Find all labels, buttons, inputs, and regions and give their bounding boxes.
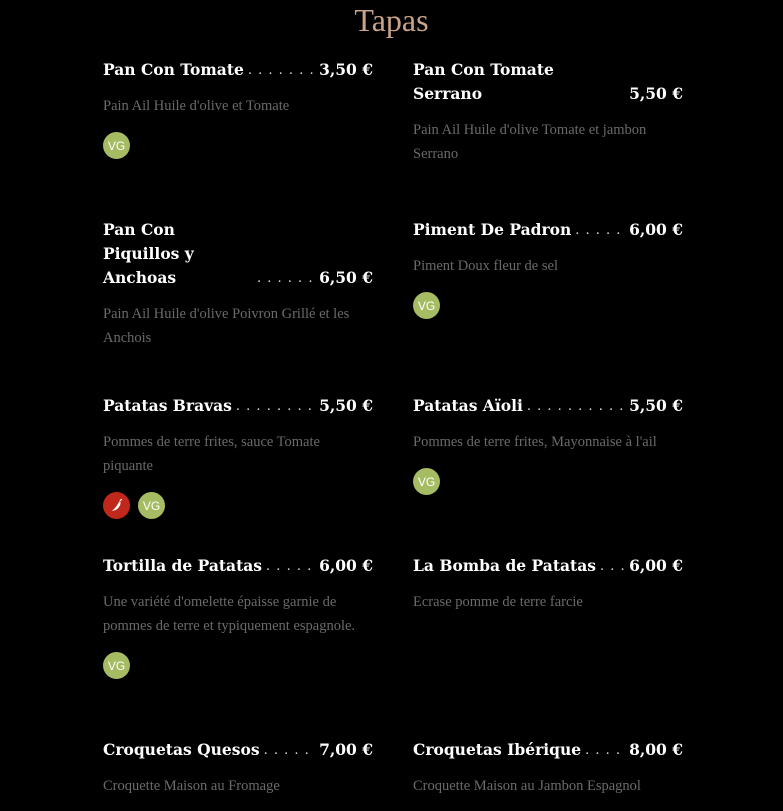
vg-badge: VG (413, 292, 440, 319)
item-header (413, 554, 683, 578)
item-price: 5,50 € (629, 84, 683, 103)
badge-list (103, 132, 373, 159)
vg-badge: VG (413, 468, 440, 495)
badge-list (103, 652, 373, 679)
badge-list (413, 292, 683, 319)
menu-item (103, 58, 373, 159)
item-header (103, 58, 373, 82)
item-header (103, 218, 373, 290)
item-name: Tortilla de Patatas (103, 556, 263, 575)
badge-list (413, 468, 683, 495)
item-price: 8,00 € (629, 740, 683, 759)
menu-item (413, 554, 683, 614)
item-header (103, 394, 373, 418)
item-description: Une variété d'omelette épaisse garnie de pommes de terre et typiquement espagnole. (103, 594, 356, 634)
item-price: 6,00 € (319, 556, 373, 575)
item-header (413, 218, 683, 242)
item-description: Croquette Maison au Jambon Espagnol (413, 778, 641, 794)
item-name: Patatas Aïoli (413, 396, 523, 415)
item-description: Pain Ail Huile d'olive Tomate et jambon Serrano (413, 122, 647, 162)
item-name: La Bomba de Patatas (413, 556, 596, 575)
item-name: Pan Con Tomate (103, 60, 244, 79)
vg-badge: VG (103, 652, 130, 679)
item-header (103, 554, 373, 578)
item-price: 5,50 € (629, 396, 683, 415)
item-price: 6,50 € (319, 268, 373, 287)
menu-item (103, 738, 373, 798)
item-price: 5,50 € (319, 396, 373, 415)
chili-pepper-icon (103, 492, 130, 519)
leader-dots (236, 396, 315, 418)
item-price: 3,50 € (319, 60, 373, 79)
leader-dots (527, 396, 625, 418)
leader-dots (248, 60, 315, 82)
leader-dots (585, 740, 625, 762)
menu-item (103, 554, 373, 679)
leader-dots (575, 220, 625, 242)
menu-item (413, 58, 683, 166)
item-name: Pan Con Tomate Serrano (413, 60, 554, 103)
leader-dots (600, 556, 625, 578)
menu-item (413, 218, 683, 319)
leader-dots (266, 556, 315, 578)
item-description: Pain Ail Huile d'olive Poivron Grillé et les Anchois (103, 306, 350, 346)
item-description: Piment Doux fleur de sel (413, 258, 558, 274)
item-name: Patatas Bravas (103, 396, 232, 415)
badge-list (103, 492, 373, 519)
vg-badge: VG (138, 492, 165, 519)
leader-dots (264, 740, 316, 762)
menu-item (413, 738, 683, 798)
item-name: Croquetas Quesos (103, 740, 260, 759)
item-header (413, 58, 683, 106)
item-description: Pain Ail Huile d'olive et Tomate (103, 98, 290, 114)
item-name: Croquetas Ibérique (413, 740, 582, 759)
item-description: Pommes de terre frites, sauce Tomate piquante (103, 434, 320, 474)
menu-item (413, 394, 683, 495)
item-name: Piment De Padron (413, 220, 572, 239)
menu-item (103, 394, 373, 519)
item-header (103, 738, 373, 762)
item-header (413, 738, 683, 762)
menu-item (103, 218, 373, 350)
item-header (413, 394, 683, 418)
page-title: Tapas (354, 2, 429, 38)
item-name: Pan Con Piquillos y Anchoas (103, 220, 194, 287)
item-description: Ecrase pomme de terre farcie (413, 594, 583, 610)
leader-dots (257, 268, 315, 290)
item-price: 6,00 € (629, 556, 683, 575)
vg-badge: VG (103, 132, 130, 159)
item-description: Pommes de terre frites, Mayonnaise à l'ail (413, 434, 657, 450)
item-price: 7,00 € (319, 740, 373, 759)
item-price: 6,00 € (629, 220, 683, 239)
item-description: Croquette Maison au Fromage (103, 778, 280, 794)
